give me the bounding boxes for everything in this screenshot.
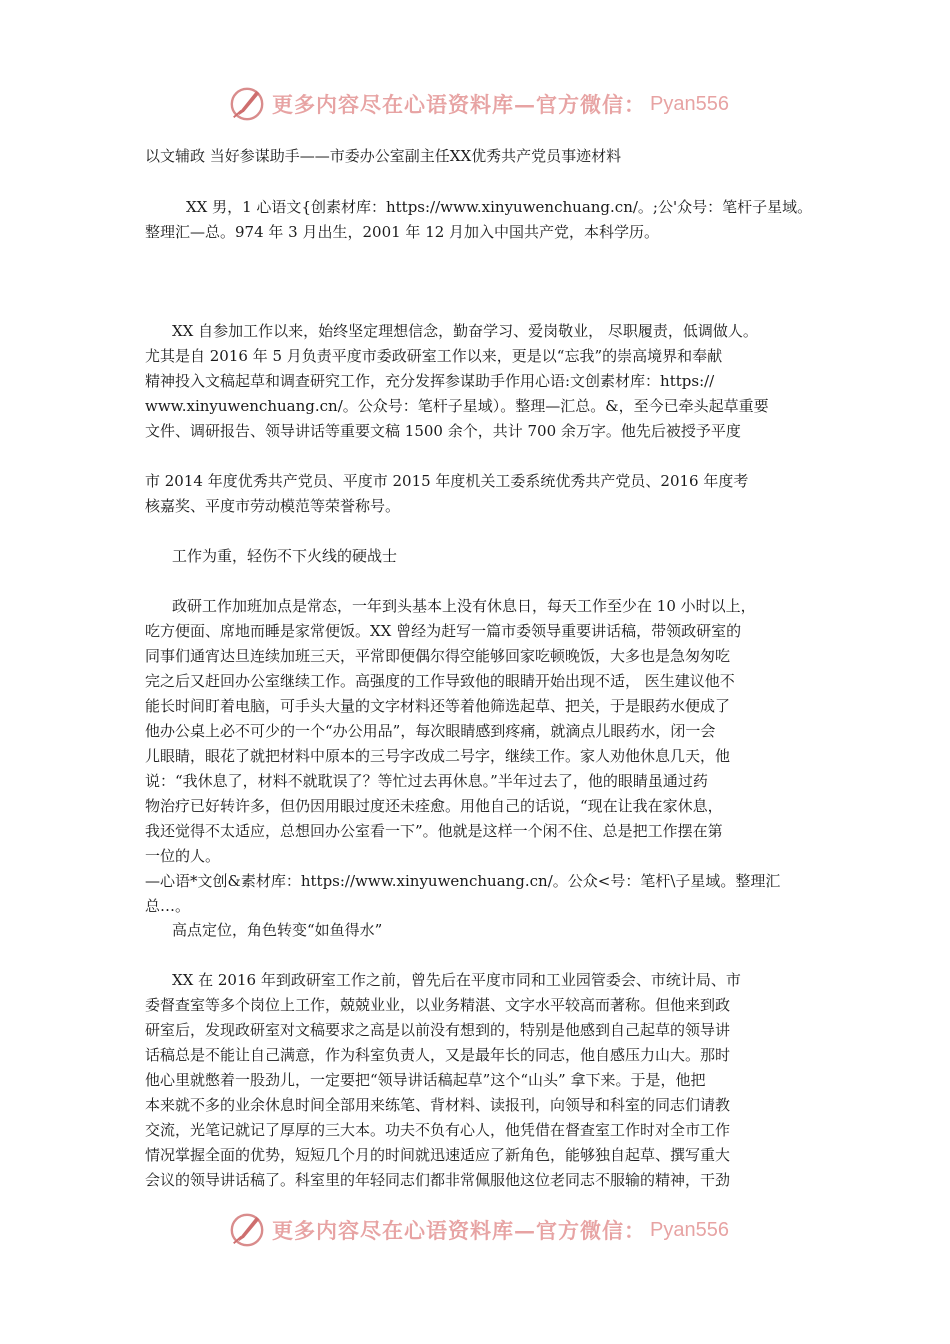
text-line: 会议的领导讲话稿了。科室里的年轻同志们都非常佩服他这位老同志不服输的精神，干劲 [145, 1171, 731, 1189]
banner-wechat-id: Pyan556 [650, 1218, 729, 1241]
text-line: 文件、调研报告、领导讲话等重要文稿 1500 余个，共计 700 余万字。他先后被授予平度 [145, 422, 741, 440]
text-line: 政研工作加班加点是常态，一年到头基本上没有休息日，每天工作至少在 10 小时以上， [172, 597, 756, 615]
text-line: 他心里就憋着一股劲儿，一定要把“领导讲话稿起草”这个“山头” 拿下来。于是，他把 [145, 1071, 706, 1089]
text-line: 整理汇—总。974 年 3 月出生，2001 年 12 月加入中国共产党，本科学历。 [145, 223, 660, 241]
text-line: 市 2014 年度优秀共产党员、平度市 2015 年度机关工委系统优秀共产党员、2016 年度考 [145, 472, 749, 490]
text-line: 本来就不多的业余休息时间全部用来练笔、背材料、读报刊，向领导和科室的同志们请教 [145, 1096, 731, 1114]
text-line: 精神投入文稿起草和调查研究工作，充分发挥参谋助手作用心语:文创素材库：https:// [145, 372, 715, 390]
text-line: 交流，光笔记就记了厚厚的三大本。功夫不负有心人，他凭借在督查室工作时对全市工作 [145, 1121, 731, 1139]
section-heading: 高点定位，角色转变“如鱼得水” [172, 921, 383, 939]
text-line: 情况掌握全面的优势，短短几个月的时间就迅速适应了新角色，能够独自起草、撰写重大 [145, 1146, 731, 1164]
text-line: 吃方便面、席地而睡是家常便饭。XX 曾经为赶写一篇市委领导重要讲话稿，带领政研室的 [145, 622, 742, 640]
footer-banner [228, 1210, 729, 1250]
text-line: 尤其是自 2016 年 5 月负责平度市委政研室工作以来，更是以“忘我”的崇高境界和奉献 [145, 347, 723, 365]
text-line: XX 男，1 心语文{创素材库：https://www.xinyuwenchuang.cn/。;公'众号：笔杆子星域。 [186, 198, 813, 216]
section-heading: 工作为重，轻伤不下火线的硬战士 [172, 547, 398, 565]
text-line: 一位的人。 [145, 847, 221, 865]
text-line: —心语*文创&素材库：https://www.xinyuwenchuang.cn/。公众<号：笔杆\子星域。整理汇 [145, 872, 781, 890]
text-line: 总…。 [145, 897, 191, 915]
document-title: 以文辅政 当好参谋助手——市委办公室副主任XX优秀共产党员事迹材料 [145, 147, 622, 165]
text-line: 完之后又赶回办公室继续工作。高强度的工作导致他的眼睛开始出现不适， 医生建议他不 [145, 672, 735, 690]
text-line: 研室后，发现政研室对文稿要求之高是以前没有想到的，特别是他感到自己起草的领导讲 [145, 1021, 731, 1039]
banner-wechat-id: Pyan556 [650, 92, 729, 115]
text-line: XX 自参加工作以来，始终坚定理想信念，勤奋学习、爱岗敬业， 尽职履责，低调做人。 [172, 322, 758, 340]
text-line: 物治疗已好转许多，但仍因用眼过度还未痊愈。用他自己的话说，“现在让我在家休息， [145, 797, 723, 815]
text-line: 话稿总是不能让自己满意，作为科室负责人，又是最年长的同志，他自感压力山大。那时 [145, 1046, 731, 1064]
banner-text: 更多内容尽在心语资料库—官方微信： [272, 92, 646, 117]
text-line: XX 在 2016 年到政研室工作之前，曾先后在平度市同和工业园管委会、市统计局、市 [172, 971, 741, 989]
text-line: 说：“我休息了，材料不就耽误了？等忙过去再休息。”半年过去了，他的眼睛虽通过药 [145, 772, 708, 790]
quill-logo-icon [228, 85, 266, 123]
text-line: www.xinyuwenchuang.cn/。公众号：笔杆子星域）。整理—汇总。&，至今已牵头起草重要 [145, 397, 769, 415]
text-line: 他办公桌上必不可少的一个“办公用品”，每次眼睛感到疼痛，就滴点儿眼药水，闭一会 [145, 722, 716, 740]
text-line: 我还觉得不太适应，总想回办公室看一下”。他就是这样一个闲不住、总是把工作摆在第 [145, 822, 723, 840]
quill-logo-icon [228, 1211, 266, 1249]
text-line: 能长时间盯着电脑，可手头大量的文字材料还等着他筛选起草、把关，于是眼药水便成了 [145, 697, 731, 715]
header-banner [228, 84, 729, 124]
text-line: 核嘉奖、平度市劳动模范等荣誉称号。 [145, 497, 401, 515]
text-line: 委督查室等多个岗位上工作，兢兢业业，以业务精湛、文字水平较高而著称。但他来到政 [145, 996, 731, 1014]
text-line: 同事们通宵达旦连续加班三天，平常即便偶尔得空能够回家吃顿晚饭，大多也是急匆匆吃 [145, 647, 731, 665]
banner-text: 更多内容尽在心语资料库—官方微信： [272, 1218, 646, 1243]
text-line: 儿眼睛，眼花了就把材料中原本的三号字改成二号字，继续工作。家人劝他休息几天，他 [145, 747, 731, 765]
